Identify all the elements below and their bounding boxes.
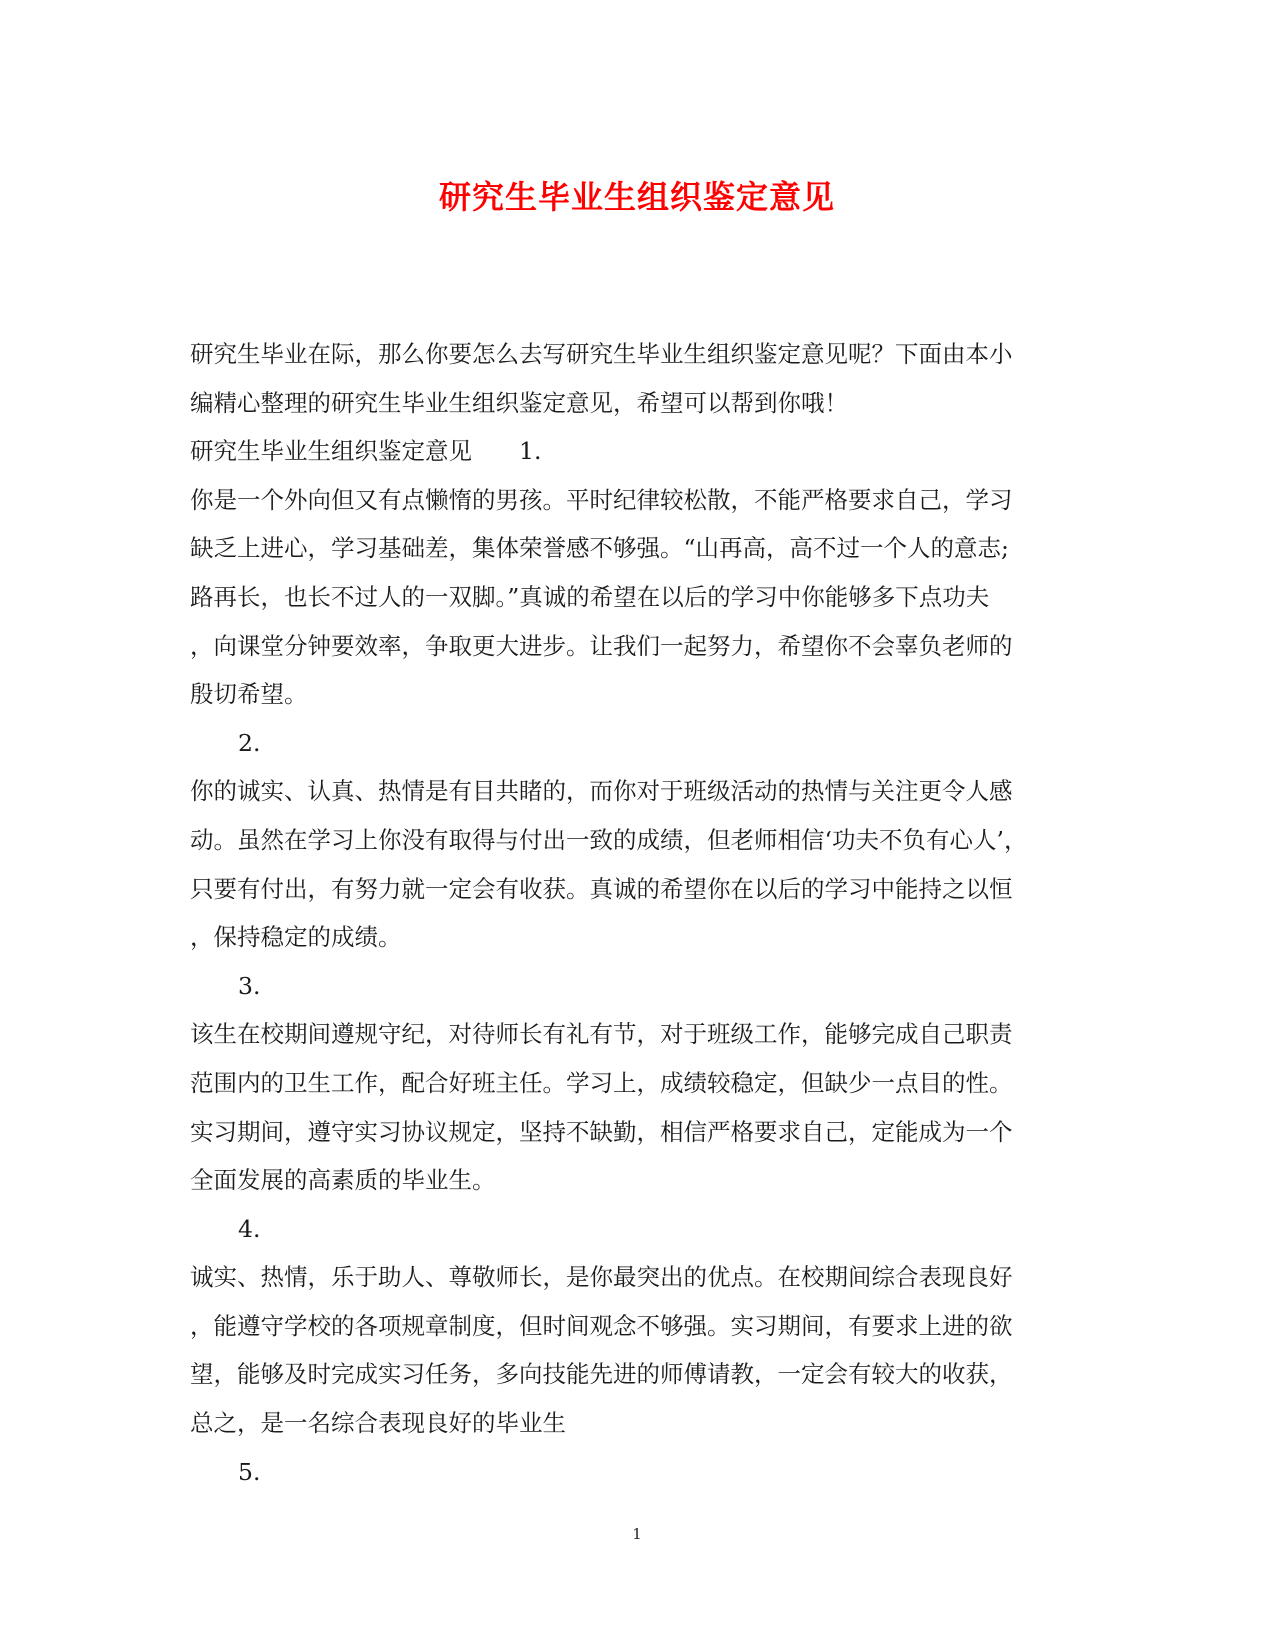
section-number-3: 3. [238, 971, 261, 1000]
paragraph-line: 全面发展的高素质的毕业生。 [190, 1166, 496, 1195]
paragraph-line: 该生在校期间遵规守纪，对待师长有礼有节，对于班级工作，能够完成自己职责 [190, 1020, 1013, 1049]
paragraph-line: 路再长，也长不过人的一双脚。”真诚的希望在以后的学习中你能够多下点功夫 [190, 582, 990, 611]
section-number-4: 4. [238, 1214, 261, 1243]
paragraph-line: ，保持稳定的成绩。 [190, 923, 402, 952]
paragraph-line: 缺乏上进心，学习基础差，集体荣誉感不够强。“山再高，高不过一个人的意志; [190, 534, 1009, 563]
paragraph-line: 殷切希望。 [190, 680, 308, 709]
page-number: 1 [632, 1525, 642, 1543]
paragraph-line: 望，能够及时完成实习任务，多向技能先进的师傅请教，一定会有较大的收获， [190, 1360, 1013, 1389]
paragraph-line: 实习期间，遵守实习协议规定，坚持不缺勤，相信严格要求自己，定能成为一个 [190, 1117, 1013, 1146]
paragraph-line: 研究生毕业在际，那么你要怎么去写研究生毕业生组织鉴定意见呢？下面由本小 [190, 340, 1013, 368]
paragraph-line: 只要有付出，有努力就一定会有收获。真诚的希望你在以后的学习中能持之以恒 [190, 874, 1013, 903]
section-heading-1: 研究生毕业生组织鉴定意见 1. [190, 437, 542, 466]
paragraph-line: 你的诚实、认真、热情是有目共睹的，而你对于班级活动的热情与关注更令人感 [190, 777, 1013, 806]
paragraph-line: 编精心整理的研究生毕业生组织鉴定意见，希望可以帮到你哦！ [190, 388, 848, 417]
document-title: 研究生毕业生组织鉴定意见 [438, 178, 835, 216]
paragraph-line: 诚实、热情，乐于助人、尊敬师长，是你最突出的优点。在校期间综合表现良好 [190, 1263, 1013, 1292]
paragraph-line: 动。虽然在学习上你没有取得与付出一致的成绩，但老师相信‘功夫不负有心人’， [190, 825, 1028, 854]
paragraph-line: 你是一个外向但又有点懒惰的男孩。平时纪律较松散，不能严格要求自己，学习 [190, 485, 1013, 514]
paragraph-line: 总之，是一名综合表现良好的毕业生 [190, 1409, 566, 1438]
document-body [190, 330, 1070, 1496]
paragraph-line: ，能遵守学校的各项规章制度，但时间观念不够强。实习期间，有要求上进的欲 [190, 1311, 1013, 1340]
section-number-5: 5. [238, 1457, 261, 1486]
paragraph-line: 范围内的卫生工作，配合好班主任。学习上，成绩较稳定，但缺少一点目的性。 [190, 1068, 1013, 1097]
paragraph-line: ，向课堂分钟要效率，争取更大进步。让我们一起努力，希望你不会辜负老师的 [190, 631, 1013, 660]
section-number-2: 2. [238, 728, 261, 757]
